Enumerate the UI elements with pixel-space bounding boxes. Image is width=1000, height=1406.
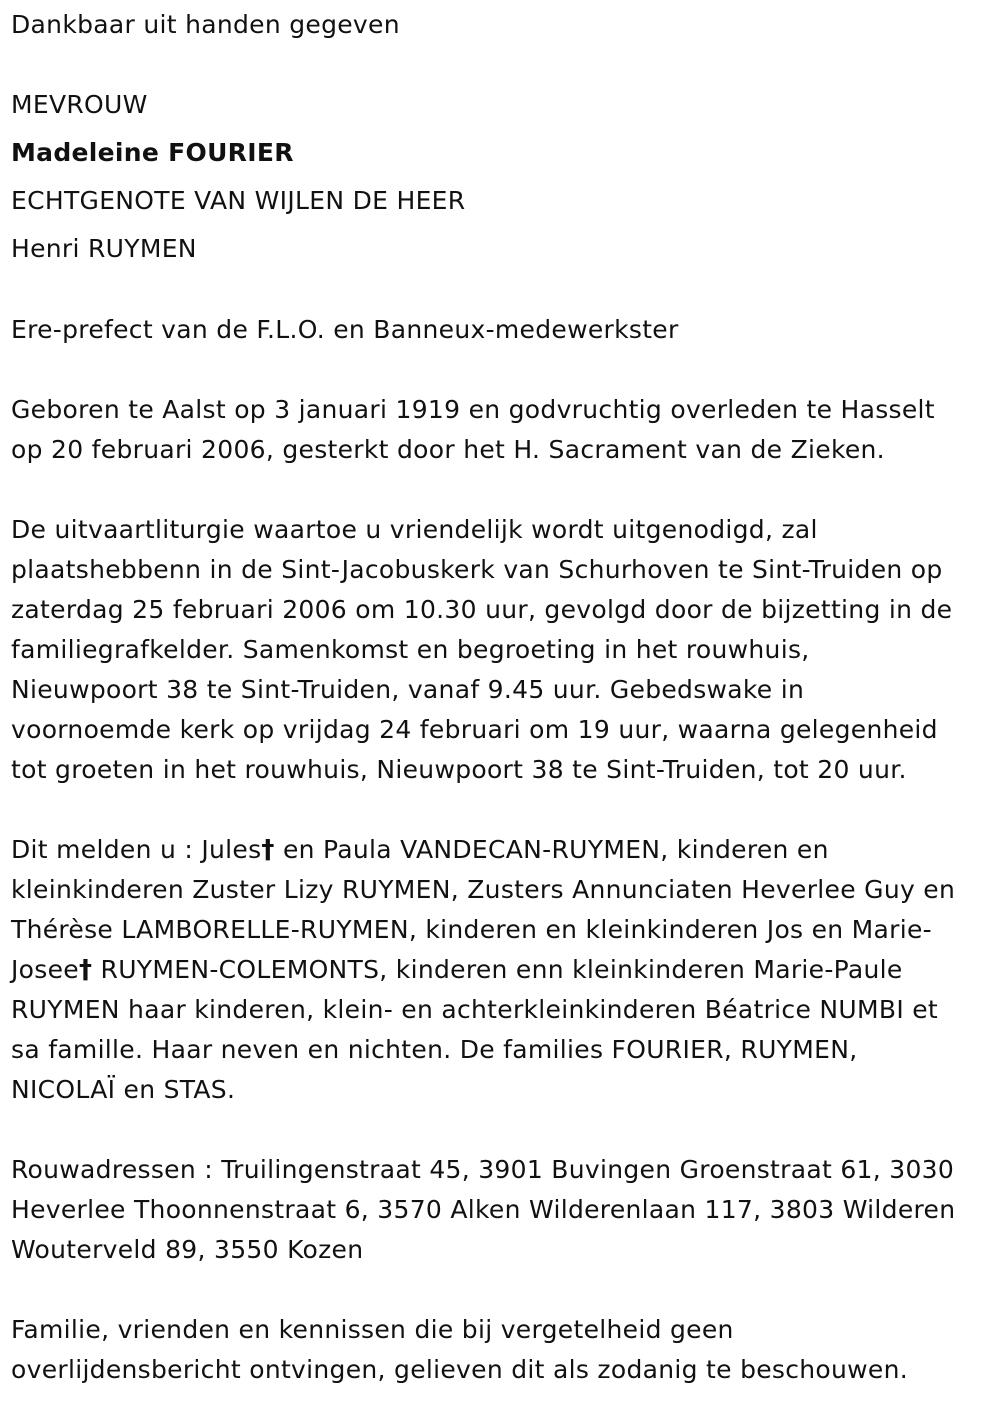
relation-line: ECHTGENOTE VAN WIJLEN DE HEER — [11, 186, 466, 215]
address-line: Rouwadressen : Truilingenstraat 45, 3901 Buvingen Groenstraat 61, 3030 — [11, 1155, 955, 1184]
role-line: Ere-prefect van de F.L.O. en Banneux-medewerkster — [11, 315, 679, 344]
address-line: Heverlee Thoonnenstraat 6, 3570 Alken Wilderenlaan 117, 3803 Wilderen — [11, 1195, 956, 1224]
birth-death-line: Geboren te Aalst op 3 januari 1919 en godvruchtig overleden te Hasselt — [11, 395, 935, 424]
family-line — [11, 950, 903, 990]
cross-icon: † — [78, 955, 93, 985]
family-text: RUYMEN-COLEMONTS, kinderen enn kleinkinderen Marie-Paule — [92, 955, 903, 984]
ceremony-line: familiegrafkelder. Samenkomst en begroeting in het rouwhuis, — [11, 635, 810, 664]
ceremony-line: De uitvaartliturgie waartoe u vriendelijk wordt uitgenodigd, zal — [11, 515, 818, 544]
spouse-name: Henri RUYMEN — [11, 234, 197, 263]
birth-death-line: op 20 februari 2006, gesterkt door het H. Sacrament van de Zieken. — [11, 435, 885, 464]
ceremony-line: plaatshebbenn in de Sint-Jacobuskerk van Schurhoven te Sint-Truiden op — [11, 555, 943, 584]
ceremony-line: tot groeten in het rouwhuis, Nieuwpoort 38 te Sint-Truiden, tot 20 uur. — [11, 755, 907, 784]
family-line: sa famille. Haar neven en nichten. De families FOURIER, RUYMEN, — [11, 1035, 858, 1064]
ceremony-line: zaterdag 25 februari 2006 om 10.30 uur, gevolgd door de bijzetting in de — [11, 595, 953, 624]
family-text: Dit melden u : Jules — [11, 835, 262, 864]
title-line: MEVROUW — [11, 90, 148, 119]
closing-line: Familie, vrienden en kennissen die bij vergetelheid geen — [11, 1315, 734, 1344]
family-text: en Paula VANDECAN-RUYMEN, kinderen en — [274, 835, 829, 864]
family-line: RUYMEN haar kinderen, klein- en achterkleinkinderen Béatrice NUMBI et — [11, 995, 939, 1024]
ceremony-line: Nieuwpoort 38 te Sint-Truiden, vanaf 9.45 uur. Gebedswake in — [11, 675, 805, 704]
intro-line: Dankbaar uit handen gegeven — [11, 10, 400, 39]
family-line: NICOLAÏ en STAS. — [11, 1075, 236, 1104]
deceased-name: Madeleine FOURIER — [11, 138, 294, 167]
family-line: Thérèse LAMBORELLE-RUYMEN, kinderen en kleinkinderen Jos en Marie- — [11, 915, 932, 944]
closing-line: overlijdensbericht ontvingen, gelieven dit als zodanig te beschouwen. — [11, 1355, 908, 1384]
ceremony-line: voornoemde kerk op vrijdag 24 februari om 19 uur, waarna gelegenheid — [11, 715, 938, 744]
family-line: kleinkinderen Zuster Lizy RUYMEN, Zusters Annunciaten Heverlee Guy en — [11, 875, 956, 904]
address-line: Wouterveld 89, 3550 Kozen — [11, 1235, 364, 1264]
cross-icon: † — [261, 835, 275, 865]
family-line — [11, 830, 829, 870]
family-text: Josee — [11, 955, 79, 984]
